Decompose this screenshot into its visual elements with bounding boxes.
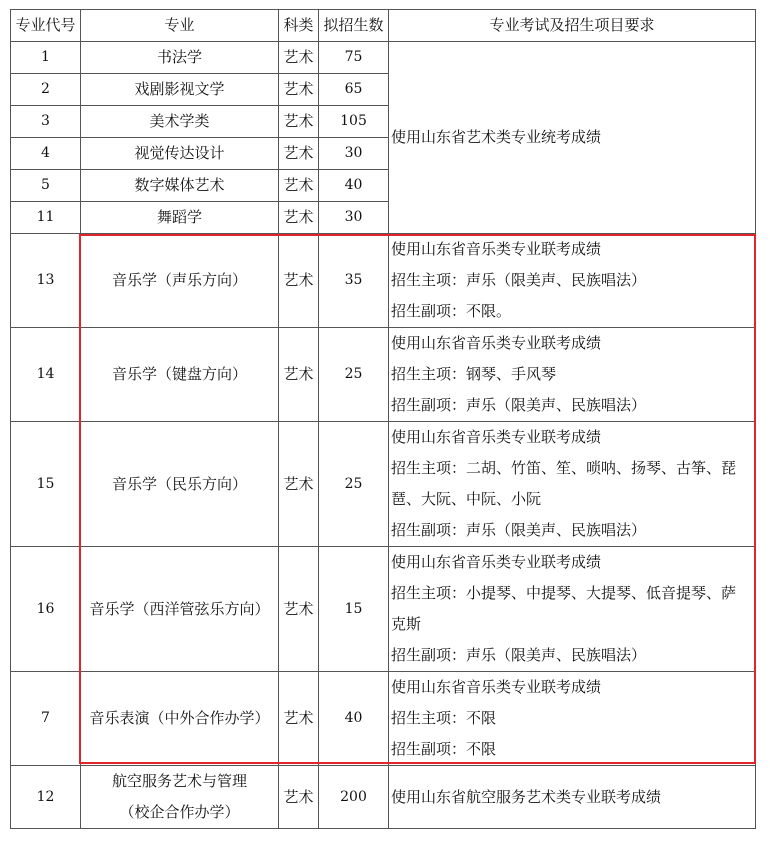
row-quota: 105 xyxy=(319,106,389,138)
admission-table xyxy=(10,9,756,829)
row-requirements xyxy=(389,422,756,547)
header-requirements: 专业考试及招生项目要求 xyxy=(389,10,756,42)
row-code: 4 xyxy=(11,138,81,170)
requirement-line: 招生副项：声乐（限美声、民族唱法） xyxy=(391,521,647,539)
row-quota: 65 xyxy=(319,74,389,106)
requirement-line: 招生主项：小提琴、中提琴、大提琴、低音提琴、萨 xyxy=(391,584,737,602)
major-line: 音乐学（西洋管弦乐方向） xyxy=(89,599,270,618)
major-line: 音乐表演（中外合作办学） xyxy=(89,709,270,727)
row-category: 艺术 xyxy=(279,106,319,138)
row-category: 艺术 xyxy=(279,138,319,170)
header-code: 专业代号 xyxy=(11,10,81,42)
row-category: 艺术 xyxy=(279,672,319,766)
requirement-line: 使用山东省航空服务艺术类专业联考成绩 xyxy=(391,787,662,806)
row-requirements-group1: 使用山东省艺术类专业统考成绩 xyxy=(389,42,756,234)
requirement-line: 克斯 xyxy=(391,615,422,633)
row-code: 15 xyxy=(11,422,81,547)
row-major xyxy=(81,234,279,328)
row-quota: 40 xyxy=(319,170,389,202)
row-quota: 75 xyxy=(319,42,389,74)
row-code: 13 xyxy=(11,234,81,328)
requirement-line: 招生副项：不限 xyxy=(391,740,497,758)
requirement-line: 招生主项：不限 xyxy=(391,709,497,727)
row-quota: 30 xyxy=(319,202,389,234)
row-category: 艺术 xyxy=(279,422,319,547)
row-code: 1 xyxy=(11,42,81,74)
row-code: 3 xyxy=(11,106,81,138)
row-major xyxy=(81,170,279,202)
row-major xyxy=(81,74,279,106)
major-line: 数字媒体艺术 xyxy=(134,176,225,194)
row-quota: 200 xyxy=(319,766,389,829)
row-major xyxy=(81,202,279,234)
major-line: 舞蹈学 xyxy=(156,208,202,226)
header-category: 科类 xyxy=(279,10,319,42)
row-requirements xyxy=(389,234,756,328)
major-line: （校企合作办学） xyxy=(119,803,240,821)
row-major xyxy=(81,766,279,829)
requirement-line: 使用山东省音乐类专业联考成绩 xyxy=(391,678,602,696)
row-category: 艺术 xyxy=(279,42,319,74)
row-category: 艺术 xyxy=(279,170,319,202)
requirement-line: 使用山东省音乐类专业联考成绩 xyxy=(391,428,602,446)
row-quota: 25 xyxy=(319,422,389,547)
major-line: 书法学 xyxy=(156,48,202,66)
row-quota: 30 xyxy=(319,138,389,170)
requirement-line: 使用山东省音乐类专业联考成绩 xyxy=(391,553,602,571)
requirement-line: 招生副项：不限。 xyxy=(391,302,512,320)
row-code: 12 xyxy=(11,766,81,829)
row-category: 艺术 xyxy=(279,328,319,422)
major-line: 音乐学（键盘方向） xyxy=(111,365,247,383)
requirement-line: 招生副项：声乐（限美声、民族唱法） xyxy=(391,396,647,414)
requirement-line: 招生主项：声乐（限美声、民族唱法） xyxy=(391,271,647,289)
row-major xyxy=(81,672,279,766)
table-row xyxy=(11,422,756,547)
table-row xyxy=(11,766,756,829)
row-requirements xyxy=(389,328,756,422)
row-major xyxy=(81,106,279,138)
table-row xyxy=(11,328,756,422)
major-line: 视觉传达设计 xyxy=(134,144,225,162)
row-requirements xyxy=(389,547,756,672)
header-quota: 拟招生数 xyxy=(319,10,389,42)
table-row xyxy=(11,42,756,74)
major-line: 音乐学（民乐方向） xyxy=(111,474,247,493)
header-major: 专业 xyxy=(81,10,279,42)
row-category: 艺术 xyxy=(279,74,319,106)
row-code: 11 xyxy=(11,202,81,234)
table-row xyxy=(11,547,756,672)
row-quota: 25 xyxy=(319,328,389,422)
row-major xyxy=(81,328,279,422)
row-code: 5 xyxy=(11,170,81,202)
row-requirements xyxy=(389,672,756,766)
row-major xyxy=(81,138,279,170)
major-line: 戏剧影视文学 xyxy=(134,80,225,98)
major-line: 音乐学（声乐方向） xyxy=(111,271,247,289)
row-code: 2 xyxy=(11,74,81,106)
table-row xyxy=(11,672,756,766)
row-code: 7 xyxy=(11,672,81,766)
requirement-line: 使用山东省音乐类专业联考成绩 xyxy=(391,240,602,258)
requirement-line: 招生主项：二胡、竹笛、笙、唢呐、扬琴、古筝、琵 xyxy=(391,459,737,477)
row-quota: 40 xyxy=(319,672,389,766)
requirement-line: 琶、大阮、中阮、小阮 xyxy=(391,490,542,508)
major-line: 美术学类 xyxy=(149,112,210,130)
row-category: 艺术 xyxy=(279,234,319,328)
header-row xyxy=(11,10,756,42)
row-code: 16 xyxy=(11,547,81,672)
row-quota: 15 xyxy=(319,547,389,672)
row-quota: 35 xyxy=(319,234,389,328)
row-category: 艺术 xyxy=(279,547,319,672)
requirement-line: 招生主项：钢琴、手风琴 xyxy=(391,365,557,383)
row-requirements xyxy=(389,766,756,829)
row-category: 艺术 xyxy=(279,766,319,829)
requirement-line: 使用山东省音乐类专业联考成绩 xyxy=(391,334,602,352)
major-line: 航空服务艺术与管理 xyxy=(111,772,247,790)
row-code: 14 xyxy=(11,328,81,422)
requirement-line: 招生副项：声乐（限美声、民族唱法） xyxy=(391,646,647,664)
table-row xyxy=(11,234,756,328)
row-major xyxy=(81,547,279,672)
row-major xyxy=(81,42,279,74)
row-major xyxy=(81,422,279,547)
row-category: 艺术 xyxy=(279,202,319,234)
